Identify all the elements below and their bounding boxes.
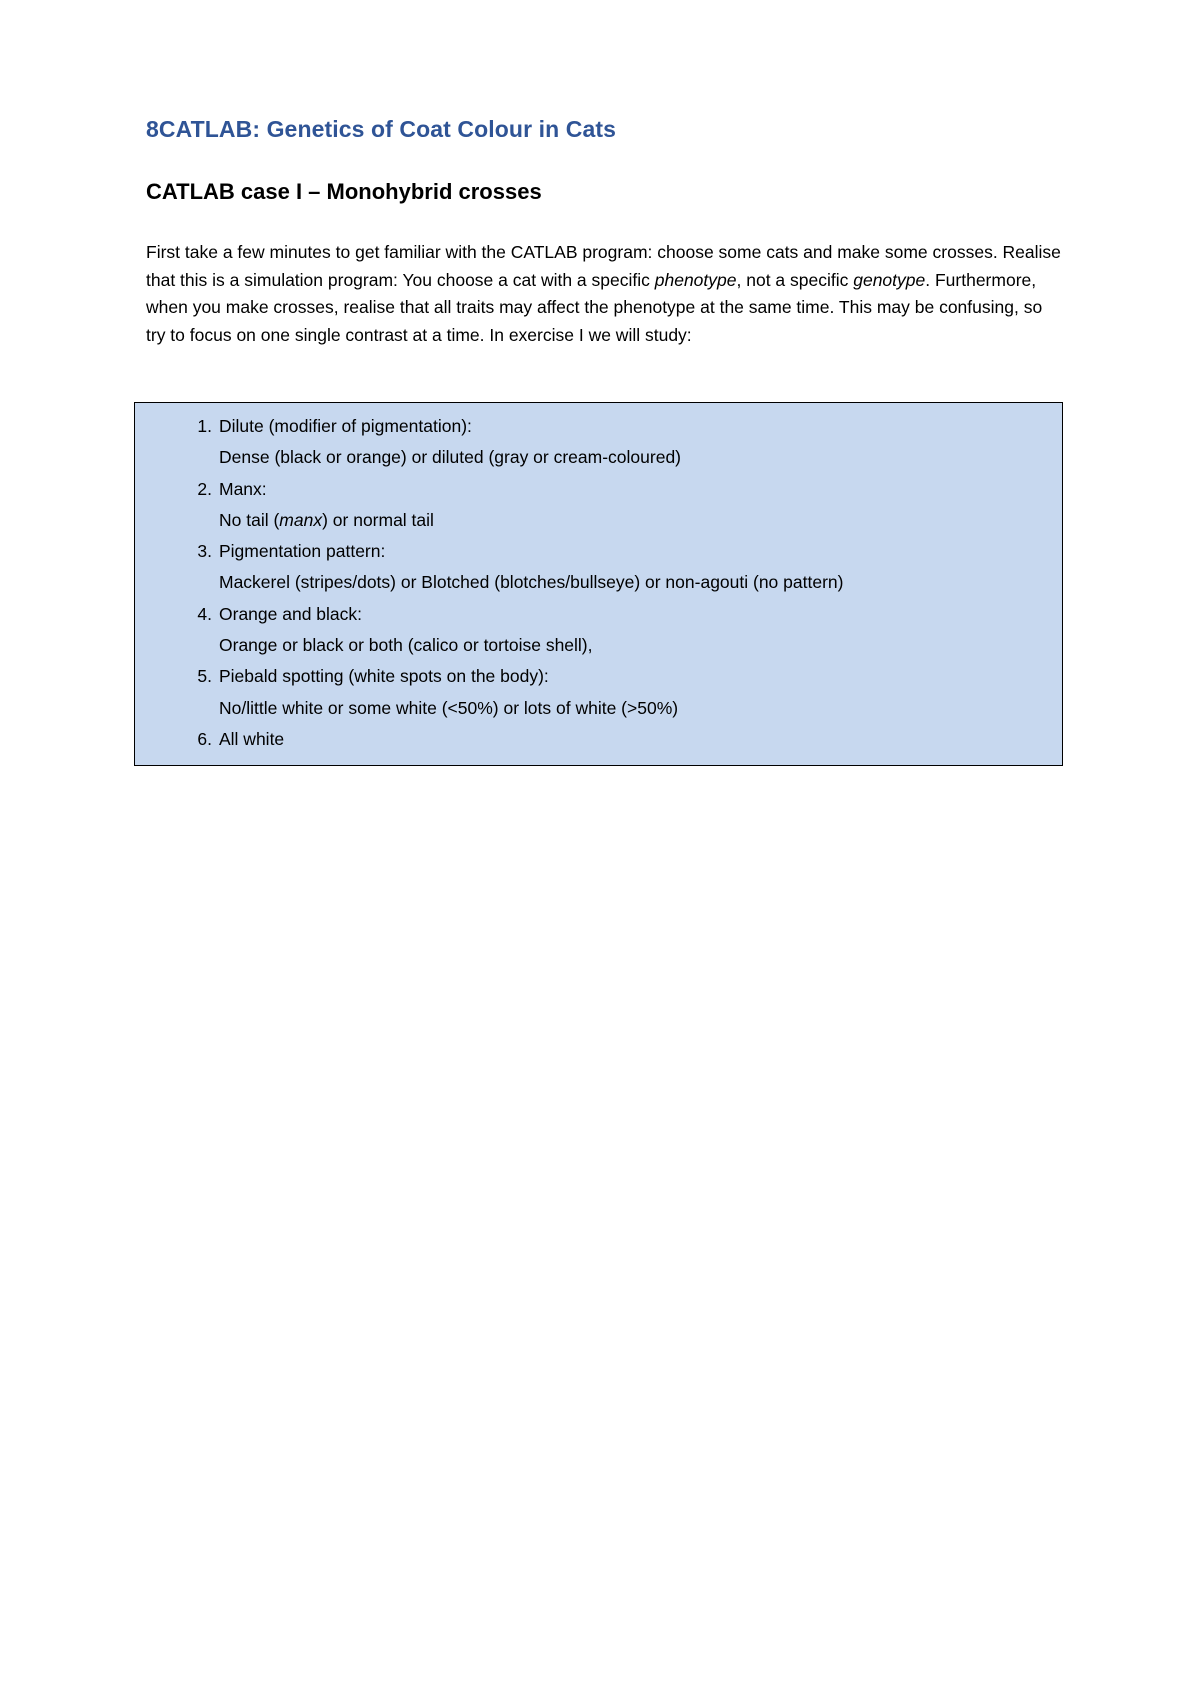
trait-item [135,411,843,474]
trait-desc-text-2: ) or normal tail [322,509,434,530]
trait-number: 4. [197,603,212,624]
section-heading: CATLAB case I – Monohybrid crosses [146,179,542,204]
traits-box [134,402,1063,766]
trait-name: Pigmentation pattern: [219,541,386,562]
trait-description: Mackerel (stripes/dots) or Blotched (blotches/bullseye) or non-agouti (no pattern) [219,572,844,593]
trait-description: Orange or black or both (calico or tortoise shell), [219,635,593,656]
trait-item [135,599,843,662]
intro-emphasis-genotype: genotype [853,269,926,290]
trait-name: Manx: [219,478,267,499]
trait-description [219,505,843,536]
trait-desc-text-1: No tail ( [219,509,280,530]
intro-text-1: First take a few minutes to get familiar with the CATLAB program: choose some cats and make some crosses. Realise that this is a simulation program: You choose a cat with a specific [146,242,1061,290]
trait-item [135,474,843,537]
trait-number: 5. [197,666,212,687]
trait-name: Piebald spotting (white spots on the body): [219,666,549,687]
intro-text-3: . Furthermore, when you make crosses, realise that all traits may affect the phenotype at the same time. This may be confusing, so try to focus on one single contrast at a time. In exercise I we will study: [146,269,1043,345]
trait-desc-emphasis: manx [279,509,323,530]
trait-number: 2. [197,478,212,499]
trait-name: Orange and black: [219,603,363,624]
intro-text-2: , not a specific [736,269,854,290]
trait-number: 3. [197,541,212,562]
intro-paragraph [146,239,1066,349]
trait-item [135,661,843,724]
trait-item [135,724,843,755]
trait-description: Dense (black or orange) or diluted (gray or cream-coloured) [219,447,682,468]
traits-list [135,411,843,755]
trait-name: All white [219,728,285,749]
trait-item [135,536,843,599]
document-title: 8CATLAB: Genetics of Coat Colour in Cats [146,116,616,142]
intro-emphasis-phenotype: phenotype [654,269,737,290]
trait-number: 6. [197,728,212,749]
trait-name: Dilute (modifier of pigmentation): [219,416,472,436]
trait-number: 1. [197,416,212,436]
trait-description: No/little white or some white (<50%) or lots of white (>50%) [219,697,679,718]
